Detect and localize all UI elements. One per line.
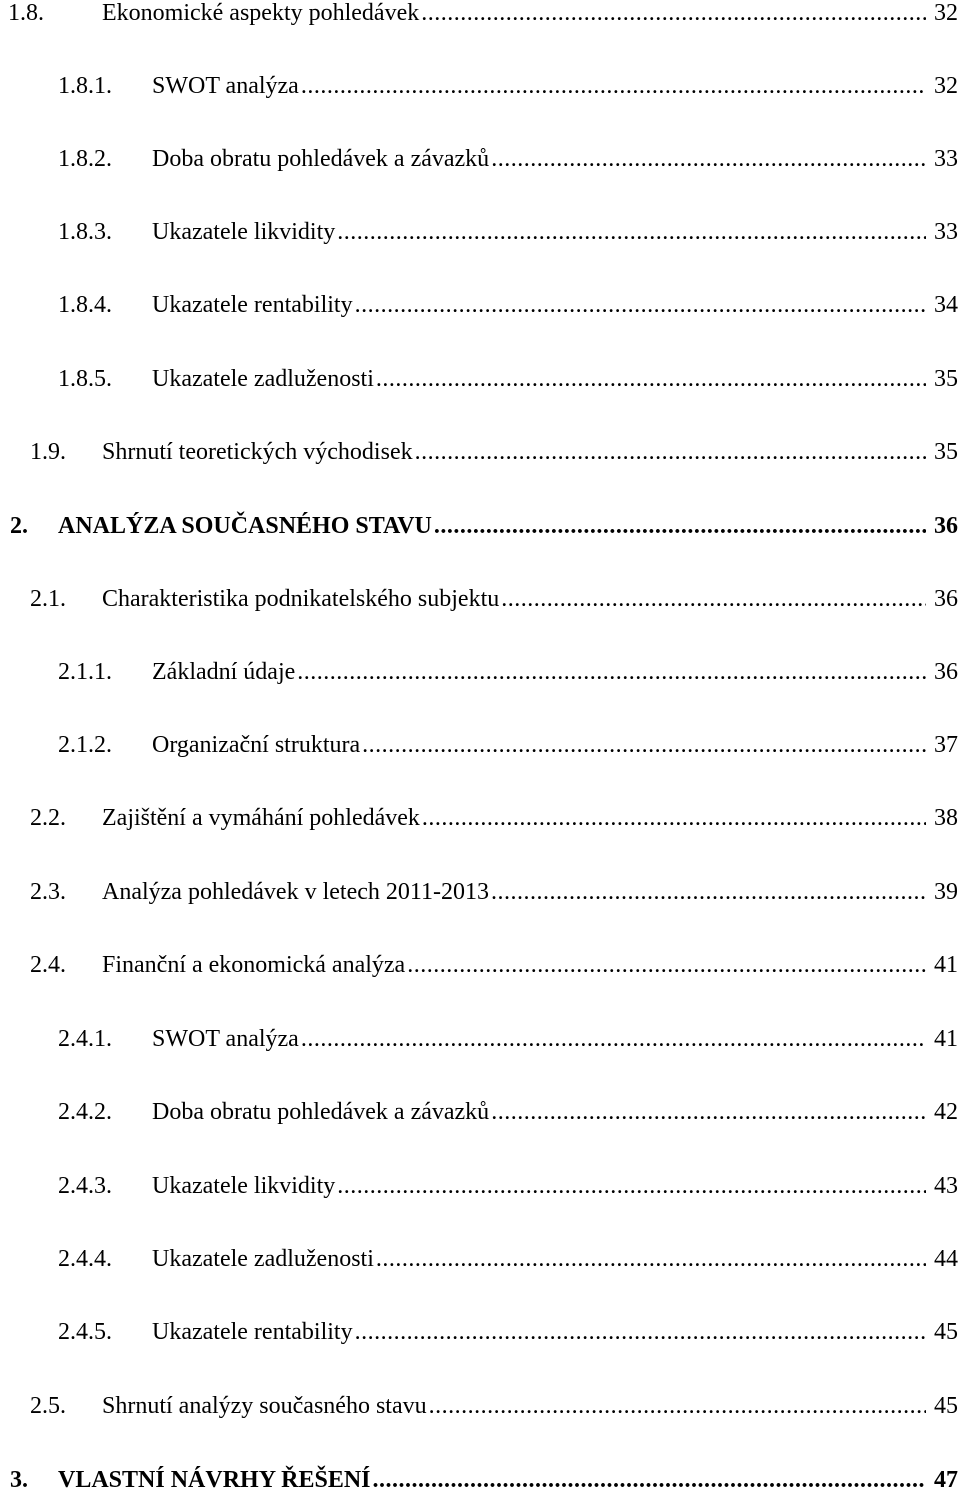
toc-entry-page: 43 <box>934 1173 958 1199</box>
toc-entry[interactable] <box>0 361 960 397</box>
toc-entry-title: Shrnutí analýzy současného stavu <box>102 1393 427 1419</box>
toc-entry-title: Základní údaje <box>152 659 296 685</box>
toc-entry-title: Charakteristika podnikatelského subjektu <box>102 586 500 612</box>
toc-leader-dots <box>337 1168 926 1204</box>
toc-entry-number: 2. <box>10 513 28 539</box>
toc-leader-dots <box>355 1314 926 1350</box>
toc-leader-dots <box>415 434 926 470</box>
toc-entry[interactable] <box>0 800 960 836</box>
toc-entry-page: 32 <box>934 73 958 99</box>
toc-entry-number: 2.4.1. <box>58 1026 112 1052</box>
toc-entry-number: 1.8. <box>8 0 44 26</box>
toc-entry-title: Ukazatele rentability <box>152 292 353 318</box>
toc-entry-number: 2.4. <box>30 952 66 978</box>
toc-entry-page: 38 <box>934 805 958 831</box>
toc-entry-page: 35 <box>934 439 958 465</box>
toc-entry-title: Finanční a ekonomická analýza <box>102 952 406 978</box>
toc-entry[interactable] <box>0 287 960 323</box>
toc-entry-page: 41 <box>934 952 958 978</box>
toc-entry-title: Ukazatele zadluženosti <box>152 1246 374 1272</box>
toc-entry[interactable] <box>0 654 960 690</box>
toc-entry-number: 2.4.5. <box>58 1319 112 1345</box>
toc-entry-title: SWOT analýza <box>152 73 299 99</box>
toc-leader-dots <box>501 581 926 617</box>
toc-leader-dots <box>491 874 926 910</box>
toc-entry-title: Analýza pohledávek v letech 2011-2013 <box>102 879 489 905</box>
toc-entry-title: Doba obratu pohledávek a závazků <box>152 146 490 172</box>
toc-entry[interactable] <box>0 1168 960 1204</box>
toc-entry-number: 2.4.4. <box>58 1246 112 1272</box>
toc-leader-dots <box>297 654 926 690</box>
toc-entry[interactable] <box>0 581 960 617</box>
toc-entry[interactable] <box>0 434 960 470</box>
toc-entry-title: Shrnutí teoretických východisek <box>102 439 413 465</box>
toc-entry[interactable] <box>0 947 960 983</box>
toc-entry[interactable] <box>0 727 960 763</box>
toc-entry[interactable] <box>0 1388 960 1424</box>
toc-entry[interactable] <box>0 1021 960 1057</box>
toc-leader-dots <box>434 508 926 544</box>
toc-entry-page: 37 <box>934 732 958 758</box>
toc-entry-number: 2.4.3. <box>58 1173 112 1199</box>
toc-entry-number: 1.9. <box>30 439 66 465</box>
toc-entry-page: 35 <box>934 366 958 392</box>
toc-entry-title: SWOT analýza <box>152 1026 299 1052</box>
toc-entry-number: 1.8.5. <box>58 366 112 392</box>
toc-leader-dots <box>421 0 926 31</box>
toc-entry-page: 47 <box>934 1467 958 1493</box>
toc-entry-title: Ukazatele likvidity <box>152 219 336 245</box>
toc-entry-title: Ekonomické aspekty pohledávek <box>102 0 420 26</box>
toc-leader-dots <box>491 141 926 177</box>
toc-entry[interactable] <box>0 1314 960 1350</box>
toc-entry-number: 1.8.4. <box>58 292 112 318</box>
toc-leader-dots <box>422 800 926 836</box>
toc-leader-dots <box>301 68 926 104</box>
toc-entry-page: 36 <box>934 586 958 612</box>
toc-entry-title: ANALÝZA SOUČASNÉHO STAVU <box>58 513 432 539</box>
toc-entry-page: 36 <box>934 513 958 539</box>
toc-entry-title: Zajištění a vymáhání pohledávek <box>102 805 420 831</box>
toc-entry-page: 34 <box>934 292 958 318</box>
toc-entry-page: 42 <box>934 1099 958 1125</box>
toc-leader-dots <box>301 1021 926 1057</box>
toc-entry-page: 33 <box>934 219 958 245</box>
toc-entry-number: 3. <box>10 1467 28 1493</box>
toc-entry-page: 39 <box>934 879 958 905</box>
toc-entry-number: 2.3. <box>30 879 66 905</box>
toc-entry[interactable] <box>0 874 960 910</box>
toc-entry-number: 1.8.1. <box>58 73 112 99</box>
toc-entry-page: 45 <box>934 1393 958 1419</box>
toc-entry-number: 1.8.2. <box>58 146 112 172</box>
toc-entry-number: 2.1.2. <box>58 732 112 758</box>
toc-leader-dots <box>362 727 926 763</box>
toc-entry-title: VLASTNÍ NÁVRHY ŘEŠENÍ <box>58 1467 371 1493</box>
toc-leader-dots <box>376 361 926 397</box>
toc-entry-page: 32 <box>934 0 958 26</box>
toc-entry-page: 44 <box>934 1246 958 1272</box>
toc-entry[interactable] <box>0 68 960 104</box>
toc-entry-chapter[interactable] <box>0 508 960 544</box>
toc-leader-dots <box>337 214 926 250</box>
toc-entry-title: Ukazatele zadluženosti <box>152 366 374 392</box>
toc-entry-number: 2.4.2. <box>58 1099 112 1125</box>
toc-entry[interactable] <box>0 1094 960 1130</box>
toc-entry[interactable] <box>0 141 960 177</box>
toc-leader-dots <box>355 287 926 323</box>
toc-entry-title: Doba obratu pohledávek a závazků <box>152 1099 490 1125</box>
toc-entry[interactable] <box>0 214 960 250</box>
toc-entry-page: 41 <box>934 1026 958 1052</box>
toc-entry-page: 45 <box>934 1319 958 1345</box>
toc-entry[interactable] <box>0 1241 960 1277</box>
toc-entry-page: 33 <box>934 146 958 172</box>
toc-entry[interactable] <box>0 0 960 31</box>
toc-leader-dots <box>373 1462 926 1498</box>
toc-entry-number: 2.5. <box>30 1393 66 1419</box>
toc-entry-title: Ukazatele likvidity <box>152 1173 336 1199</box>
toc-leader-dots <box>376 1241 926 1277</box>
toc-leader-dots <box>491 1094 926 1130</box>
toc-entry-title: Organizační struktura <box>152 732 361 758</box>
toc-entry-number: 2.2. <box>30 805 66 831</box>
toc-entry-number: 2.1.1. <box>58 659 112 685</box>
toc-entry-chapter[interactable] <box>0 1462 960 1498</box>
toc-entry-number: 1.8.3. <box>58 219 112 245</box>
toc-entry-page: 36 <box>934 659 958 685</box>
toc-leader-dots <box>429 1388 926 1424</box>
toc-entry-title: Ukazatele rentability <box>152 1319 353 1345</box>
toc-entry-number: 2.1. <box>30 586 66 612</box>
toc-leader-dots <box>407 947 926 983</box>
